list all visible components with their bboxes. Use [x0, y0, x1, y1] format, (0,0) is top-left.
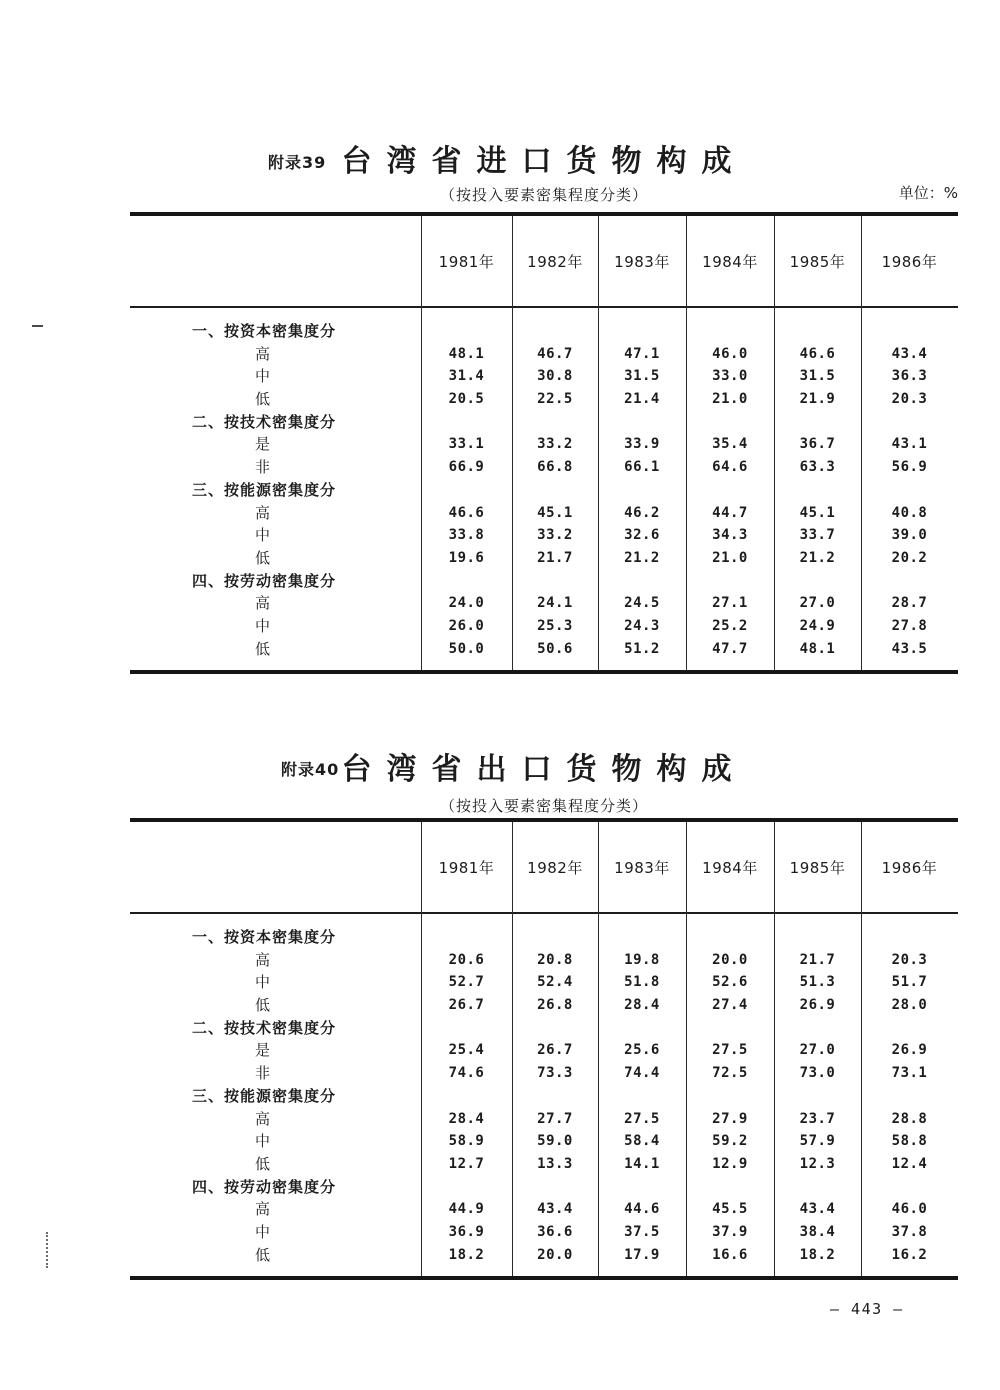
cell-value: 48.1	[448, 345, 485, 362]
table-row	[130, 1198, 958, 1221]
cell-value	[598, 1176, 686, 1199]
cell-value: 38.4	[799, 1223, 836, 1240]
table-row	[130, 949, 958, 972]
table-row	[130, 1153, 958, 1176]
cell-value: 24.3	[624, 617, 660, 634]
row-label: 中	[255, 1222, 271, 1241]
year-header: 1982年	[527, 858, 583, 877]
table-row	[130, 524, 958, 547]
cell-value: 27.0	[799, 595, 836, 612]
table-row	[130, 1039, 958, 1062]
cell-value: 73.1	[891, 1065, 928, 1082]
cell-value: 35.4	[712, 436, 748, 453]
cell-value	[686, 570, 774, 593]
cell-value: 26.7	[448, 997, 485, 1014]
cell-value: 44.9	[448, 1201, 485, 1218]
section-label: 一、按资本密集度分	[192, 322, 337, 340]
cell-value: 27.1	[712, 595, 748, 612]
cell-value: 19.6	[448, 549, 485, 566]
cell-value: 51.3	[799, 974, 836, 991]
row-label: 低	[255, 548, 271, 567]
table-row	[130, 365, 958, 388]
cell-value: 21.2	[624, 549, 660, 566]
cell-value: 46.6	[799, 345, 836, 362]
table39-title: 台湾省进口货物构成	[341, 144, 747, 179]
cell-value: 58.8	[891, 1133, 928, 1150]
cell-value: 51.8	[624, 974, 660, 991]
cell-value: 12.7	[448, 1155, 485, 1172]
cell-value: 32.6	[624, 527, 660, 544]
cell-value: 59.0	[537, 1133, 573, 1150]
table-row	[130, 926, 958, 949]
cell-value: 43.4	[799, 1201, 836, 1218]
table-row	[130, 502, 958, 525]
cell-value: 37.8	[891, 1223, 928, 1240]
cell-value: 57.9	[799, 1133, 836, 1150]
cell-value	[512, 1176, 598, 1199]
table-row	[130, 320, 958, 343]
row-label: 是	[255, 435, 271, 454]
cell-value: 27.0	[799, 1042, 836, 1059]
cell-value: 43.5	[891, 640, 928, 657]
row-label: 低	[255, 639, 271, 658]
cell-value: 48.1	[799, 640, 836, 657]
cell-value	[861, 320, 958, 343]
cell-value	[512, 411, 598, 434]
cell-value: 27.4	[712, 997, 748, 1014]
column-divider	[861, 216, 862, 670]
cell-value: 33.9	[624, 436, 660, 453]
cell-value: 52.4	[537, 974, 573, 991]
cell-value	[421, 570, 512, 593]
cell-value: 16.6	[712, 1246, 748, 1263]
cell-value: 12.4	[891, 1155, 928, 1172]
cell-value: 26.9	[891, 1042, 928, 1059]
cell-value: 31.4	[448, 368, 485, 385]
cell-value: 26.9	[799, 997, 836, 1014]
cell-value: 28.7	[891, 595, 928, 612]
cell-value: 24.5	[624, 595, 660, 612]
cell-value	[512, 570, 598, 593]
cell-value: 51.2	[624, 640, 660, 657]
cell-value: 20.3	[891, 951, 928, 968]
cell-value: 28.0	[891, 997, 928, 1014]
column-divider	[861, 822, 862, 1276]
cell-value: 46.0	[891, 1201, 928, 1218]
cell-value: 31.5	[799, 368, 836, 385]
cell-value: 22.5	[537, 391, 573, 408]
table40-appendix-label: 附录40	[281, 760, 340, 779]
cell-value: 25.4	[448, 1042, 485, 1059]
cell-value: 58.4	[624, 1133, 660, 1150]
cell-value: 21.0	[712, 391, 748, 408]
table-row	[130, 433, 958, 456]
cell-value	[774, 1085, 861, 1108]
cell-value: 66.9	[448, 459, 485, 476]
table39-header-row	[130, 216, 958, 308]
cell-value	[774, 926, 861, 949]
section-label: 二、按技术密集度分	[192, 412, 337, 431]
cell-value: 40.8	[891, 504, 928, 521]
table-row	[130, 1108, 958, 1131]
cell-value	[421, 1176, 512, 1199]
cell-value	[598, 926, 686, 949]
cell-value: 45.1	[799, 504, 836, 521]
table39-subtitle: （按投入要素密集程度分类）	[439, 186, 648, 204]
cell-value: 73.3	[537, 1065, 573, 1082]
cell-value: 25.6	[624, 1042, 660, 1059]
section-label: 二、按技术密集度分	[192, 1018, 337, 1037]
table-row	[130, 1244, 958, 1267]
cell-value: 28.4	[448, 1110, 485, 1127]
cell-value: 50.6	[537, 640, 573, 657]
year-header: 1981年	[438, 858, 495, 877]
year-header: 1982年	[527, 252, 583, 271]
cell-value	[598, 1085, 686, 1108]
cell-value: 36.7	[799, 436, 836, 453]
cell-value	[598, 320, 686, 343]
table-row	[130, 1085, 958, 1108]
cell-value: 26.8	[537, 997, 573, 1014]
cell-value: 33.2	[537, 436, 573, 453]
cell-value	[421, 479, 512, 502]
cell-value: 20.6	[448, 951, 485, 968]
cell-value: 47.7	[712, 640, 748, 657]
cell-value: 21.7	[799, 951, 836, 968]
cell-value: 33.0	[712, 368, 748, 385]
cell-value	[861, 1176, 958, 1199]
cell-value: 21.2	[799, 549, 836, 566]
cell-value	[861, 1017, 958, 1040]
cell-value	[774, 1176, 861, 1199]
column-divider	[512, 822, 513, 1276]
import-composition-table	[130, 212, 958, 674]
cell-value: 14.1	[624, 1155, 660, 1172]
cell-value	[421, 411, 512, 434]
year-header: 1983年	[614, 252, 670, 271]
cell-value	[686, 1085, 774, 1108]
cell-value: 59.2	[712, 1133, 748, 1150]
cell-value: 44.6	[624, 1201, 660, 1218]
cell-value: 44.7	[712, 504, 748, 521]
cell-value: 16.2	[891, 1246, 928, 1263]
cell-value: 21.9	[799, 391, 836, 408]
cell-value: 63.3	[799, 459, 836, 476]
column-divider	[686, 822, 687, 1276]
cell-value	[774, 320, 861, 343]
cell-value	[421, 1085, 512, 1108]
cell-value: 46.0	[712, 345, 748, 362]
cell-value: 74.4	[624, 1065, 660, 1082]
table-row	[130, 592, 958, 615]
cell-value: 46.2	[624, 504, 660, 521]
cell-value	[686, 479, 774, 502]
year-header: 1983年	[614, 858, 670, 877]
cell-value: 58.9	[448, 1133, 485, 1150]
column-divider	[421, 822, 422, 1276]
table-row	[130, 547, 958, 570]
column-divider	[774, 216, 775, 670]
export-composition-table	[130, 818, 958, 1280]
cell-value: 45.5	[712, 1201, 748, 1218]
column-divider	[512, 216, 513, 670]
year-header: 1981年	[438, 252, 495, 271]
column-divider	[598, 216, 599, 670]
scan-artifact-dots	[46, 1232, 48, 1268]
cell-value	[598, 411, 686, 434]
cell-value: 66.1	[624, 459, 660, 476]
cell-value	[598, 479, 686, 502]
cell-value: 37.9	[712, 1223, 748, 1240]
table40-header-row	[130, 822, 958, 914]
row-label: 中	[255, 616, 271, 635]
cell-value: 26.7	[537, 1042, 573, 1059]
row-label: 中	[255, 1132, 271, 1151]
cell-value: 36.9	[448, 1223, 485, 1240]
cell-value: 36.3	[891, 368, 928, 385]
cell-value: 56.9	[891, 459, 928, 476]
section-label: 一、按资本密集度分	[192, 928, 337, 946]
section-label: 四、按劳动密集度分	[192, 1177, 337, 1196]
cell-value: 20.0	[537, 1246, 573, 1263]
cell-value: 27.7	[537, 1110, 573, 1127]
year-header: 1985年	[789, 252, 846, 271]
row-label: 是	[255, 1041, 271, 1060]
cell-value	[861, 570, 958, 593]
cell-value: 18.2	[799, 1246, 836, 1263]
cell-value: 45.1	[537, 504, 573, 521]
cell-value: 31.5	[624, 368, 660, 385]
cell-value: 20.5	[448, 391, 485, 408]
table-row	[130, 994, 958, 1017]
cell-value	[861, 926, 958, 949]
cell-value: 19.8	[624, 951, 660, 968]
cell-value: 24.0	[448, 595, 485, 612]
cell-value: 17.9	[624, 1246, 660, 1263]
row-label: 高	[255, 1200, 271, 1219]
cell-value: 47.1	[624, 345, 660, 362]
row-label: 中	[255, 367, 271, 386]
year-header: 1986年	[881, 858, 938, 877]
cell-value: 27.9	[712, 1110, 748, 1127]
table-row	[130, 570, 958, 593]
cell-value	[421, 320, 512, 343]
row-label: 高	[255, 594, 271, 613]
cell-value: 23.7	[799, 1110, 836, 1127]
cell-value: 24.9	[799, 617, 836, 634]
table-row	[130, 1062, 958, 1085]
cell-value	[598, 1017, 686, 1040]
cell-value: 43.4	[891, 345, 928, 362]
table40-body	[130, 914, 958, 1276]
cell-value: 66.8	[537, 459, 573, 476]
cell-value: 46.7	[537, 345, 573, 362]
year-header: 1984年	[702, 858, 758, 877]
section-label: 三、按能源密集度分	[192, 1086, 337, 1105]
cell-value: 43.1	[891, 436, 928, 453]
row-label: 非	[255, 1064, 271, 1083]
cell-value: 37.5	[624, 1223, 660, 1240]
cell-value: 39.0	[891, 527, 928, 544]
cell-value: 33.2	[537, 527, 573, 544]
cell-value	[686, 411, 774, 434]
cell-value: 28.4	[624, 997, 660, 1014]
cell-value	[421, 926, 512, 949]
table40-title: 台湾省出口货物构成	[341, 752, 747, 787]
cell-value: 25.2	[712, 617, 748, 634]
cell-value: 25.3	[537, 617, 573, 634]
section-label: 四、按劳动密集度分	[192, 571, 337, 590]
cell-value: 34.3	[712, 527, 748, 544]
row-label: 高	[255, 950, 271, 969]
cell-value	[861, 1085, 958, 1108]
cell-value: 21.7	[537, 549, 573, 566]
row-label: 低	[255, 1245, 271, 1264]
table-row	[130, 388, 958, 411]
column-divider	[421, 216, 422, 670]
row-label: 低	[255, 1154, 271, 1173]
cell-value: 21.4	[624, 391, 660, 408]
table-row	[130, 1130, 958, 1153]
cell-value	[512, 1017, 598, 1040]
row-label: 高	[255, 344, 271, 363]
cell-value: 52.6	[712, 974, 748, 991]
cell-value: 13.3	[537, 1155, 573, 1172]
year-header: 1986年	[881, 252, 938, 271]
cell-value: 52.7	[448, 974, 485, 991]
table-row	[130, 1176, 958, 1199]
cell-value	[686, 320, 774, 343]
table-row	[130, 479, 958, 502]
table40-subtitle: （按投入要素密集程度分类）	[439, 797, 648, 815]
cell-value: 21.0	[712, 549, 748, 566]
cell-value: 33.1	[448, 436, 485, 453]
cell-value	[598, 570, 686, 593]
cell-value: 20.8	[537, 951, 573, 968]
row-label: 低	[255, 996, 271, 1015]
cell-value	[861, 411, 958, 434]
table-row	[130, 1221, 958, 1244]
cell-value: 74.6	[448, 1065, 485, 1082]
cell-value: 20.3	[891, 391, 928, 408]
cell-value	[686, 1017, 774, 1040]
cell-value	[774, 570, 861, 593]
table39-unit-label: 单位：%	[898, 184, 958, 202]
table39-appendix-label: 附录39	[268, 153, 327, 172]
cell-value: 24.1	[537, 595, 573, 612]
cell-value	[512, 926, 598, 949]
cell-value: 46.6	[448, 504, 485, 521]
cell-value: 20.0	[712, 951, 748, 968]
cell-value: 26.0	[448, 617, 485, 634]
table39-body	[130, 308, 958, 670]
section-label: 三、按能源密集度分	[192, 480, 337, 499]
cell-value	[512, 1085, 598, 1108]
table-row	[130, 638, 958, 661]
row-label: 非	[255, 458, 271, 477]
cell-value: 43.4	[537, 1201, 573, 1218]
cell-value: 27.8	[891, 617, 928, 634]
cell-value: 50.0	[448, 640, 485, 657]
row-label: 高	[255, 1109, 271, 1128]
cell-value: 64.6	[712, 459, 748, 476]
cell-value	[774, 1017, 861, 1040]
cell-value: 12.9	[712, 1155, 748, 1172]
cell-value: 51.7	[891, 974, 928, 991]
cell-value	[774, 411, 861, 434]
column-divider	[686, 216, 687, 670]
cell-value: 72.5	[712, 1065, 748, 1082]
row-label: 中	[255, 973, 271, 992]
year-header: 1985年	[789, 858, 846, 877]
cell-value: 33.8	[448, 527, 485, 544]
page-number: — 443 —	[830, 1300, 904, 1318]
cell-value	[861, 479, 958, 502]
scan-artifact-dash	[32, 325, 43, 327]
table-row	[130, 456, 958, 479]
row-label: 中	[255, 526, 271, 545]
cell-value	[512, 320, 598, 343]
cell-value: 18.2	[448, 1246, 485, 1263]
table-row	[130, 411, 958, 434]
cell-value	[512, 479, 598, 502]
cell-value: 30.8	[537, 368, 573, 385]
cell-value	[774, 479, 861, 502]
cell-value: 20.2	[891, 549, 928, 566]
cell-value: 33.7	[799, 527, 836, 544]
table-row	[130, 343, 958, 366]
table-row	[130, 615, 958, 638]
cell-value: 27.5	[624, 1110, 660, 1127]
row-label: 高	[255, 503, 271, 522]
table-row	[130, 1017, 958, 1040]
cell-value: 12.3	[799, 1155, 836, 1172]
table-row	[130, 971, 958, 994]
column-divider	[774, 822, 775, 1276]
cell-value	[686, 1176, 774, 1199]
cell-value: 28.8	[891, 1110, 928, 1127]
row-label: 低	[255, 390, 271, 409]
year-header: 1984年	[702, 252, 758, 271]
cell-value: 73.0	[799, 1065, 836, 1082]
cell-value	[686, 926, 774, 949]
column-divider	[598, 822, 599, 1276]
cell-value: 36.6	[537, 1223, 573, 1240]
cell-value	[421, 1017, 512, 1040]
cell-value: 27.5	[712, 1042, 748, 1059]
